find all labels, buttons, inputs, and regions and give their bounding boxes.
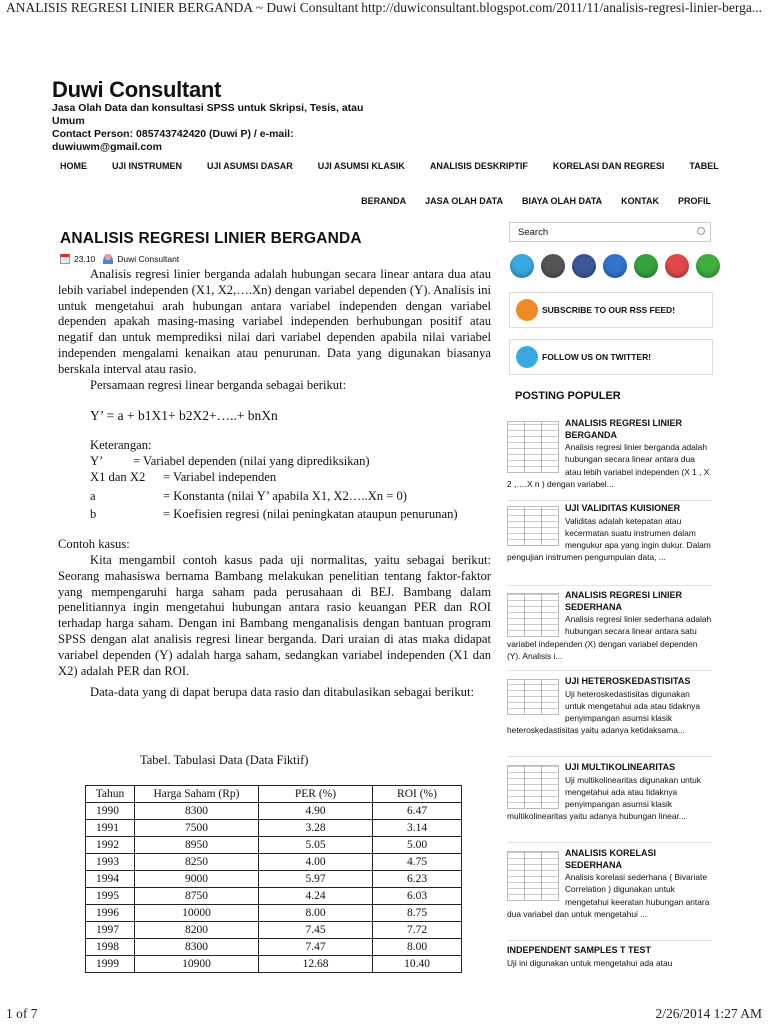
- keterangan-desc: = Variabel dependen (nilai yang diprediksikan): [133, 453, 370, 468]
- divider: [507, 842, 712, 843]
- table-cell: 8950: [135, 837, 259, 854]
- table-caption: Tabel. Tabulasi Data (Data Fiktif): [140, 753, 309, 767]
- table-cell: 5.97: [259, 871, 373, 888]
- table-cell: 4.24: [259, 888, 373, 905]
- popular-post-desc: Analisis regresi linier berganda adalah hubungan secara linear antara dua atau lebih variabel independen (X 1 , X 2 ,….X n ) dengan variabel...: [507, 442, 710, 489]
- keterangan-row: [58, 507, 491, 523]
- nav-korelasi-regresi[interactable]: KORELASI DAN REGRESI: [552, 161, 665, 171]
- table-cell: 7.72: [373, 922, 462, 939]
- table-cell: 7.47: [259, 939, 373, 956]
- keterangan-desc: = Konstanta (nilai Y’ apabila X1, X2…..Xn = 0): [163, 488, 407, 503]
- popular-post-title[interactable]: UJI VALIDITAS KUISIONER: [565, 503, 681, 513]
- table-cell: 4.00: [259, 854, 373, 871]
- popular-post-title[interactable]: ANALISIS REGRESI LINIER BERGANDA: [565, 418, 683, 440]
- follow-label: FOLLOW US ON TWITTER!: [542, 352, 652, 362]
- search-icon[interactable]: [697, 227, 705, 235]
- table-row: [86, 939, 462, 956]
- twitter-icon[interactable]: [510, 254, 534, 278]
- table-cell: 1992: [86, 837, 135, 854]
- table-row: [86, 905, 462, 922]
- table-cell: 1991: [86, 820, 135, 837]
- popular-post-desc: Uji multikolinearitas digunakan untuk mengetahui ada atau tidaknya penyimpangan asumsi klasik multikolinearitas yaitu adanya hubungan linear...: [507, 774, 701, 822]
- table-cell: 10900: [135, 956, 259, 973]
- nav-uji-instrumen[interactable]: UJI INSTRUMEN: [112, 161, 183, 171]
- post-thumbnail[interactable]: [507, 421, 559, 473]
- search-input[interactable]: [509, 222, 711, 242]
- table-cell: 8300: [135, 939, 259, 956]
- table-cell: 6.03: [373, 888, 462, 905]
- table-cell: 3.14: [373, 820, 462, 837]
- table-cell: 4.90: [259, 803, 373, 820]
- keterangan-desc: = Variabel independen: [163, 469, 277, 484]
- popular-post-desc: Analisis korelasi sederhana ( Bivariate Correlation ) digunakan untuk mengetahui keeratan hubungan antara dua variabel dan untuk mengetahui ...: [507, 872, 710, 919]
- paragraph-equation-intro: Persamaan regresi linear berganda sebagai berikut:: [90, 377, 347, 392]
- table-cell: 8.75: [373, 905, 462, 922]
- favorite-icon[interactable]: [665, 254, 689, 278]
- popular-post-title[interactable]: ANALISIS KORELASI SEDERHANA: [565, 848, 657, 870]
- table-cell: 8.00: [373, 939, 462, 956]
- site-tagline: Jasa Olah Data dan konsultasi SPSS untuk Skripsi, Tesis, atau Umum: [52, 102, 364, 127]
- col-header: PER (%): [259, 786, 373, 803]
- table-row: [86, 820, 462, 837]
- table-cell: 1997: [86, 922, 135, 939]
- popular-post-title[interactable]: ANALISIS REGRESI LINIER SEDERHANA: [565, 590, 683, 612]
- post-thumbnail[interactable]: [507, 593, 559, 637]
- keterangan-row: [58, 454, 491, 470]
- table-cell: 8.00: [259, 905, 373, 922]
- popular-posts-title: POSTING POPULER: [515, 390, 621, 402]
- table-row: [86, 854, 462, 871]
- keterangan-row: [58, 489, 491, 505]
- page-counter: 1 of 7: [6, 1006, 38, 1021]
- facebook-icon[interactable]: [572, 254, 596, 278]
- stumbleupon-icon[interactable]: [634, 254, 658, 278]
- keterangan-symbol: a: [90, 488, 96, 503]
- divider: [507, 756, 712, 757]
- popular-post-desc: Analisis regresi linier sederhana adalah hubungan secara linear antara satu variabel independen (X) dengan variabel dependen (Y). Analisis i...: [507, 614, 712, 661]
- divider: [507, 585, 712, 586]
- post-thumbnail[interactable]: [507, 506, 559, 546]
- post-thumbnail[interactable]: [507, 851, 559, 901]
- paragraph-data-intro: Data-data yang di dapat berupa data rasio dan ditabulasikan sebagai berikut:: [90, 685, 474, 700]
- popular-post-title[interactable]: UJI MULTIKOLINEARITAS: [565, 762, 676, 772]
- table-cell: 6.47: [373, 803, 462, 820]
- nav-biaya-olah-data[interactable]: BIAYA OLAH DATA: [521, 196, 603, 206]
- table-cell: 3.28: [259, 820, 373, 837]
- post-author[interactable]: Duwi Consultant: [117, 254, 180, 264]
- table-body: [86, 803, 462, 973]
- nav-profil[interactable]: PROFIL: [678, 196, 711, 206]
- table-cell: 8750: [135, 888, 259, 905]
- popular-post[interactable]: [507, 590, 712, 662]
- post-time: 23.10: [74, 254, 96, 264]
- post-meta: [60, 254, 179, 264]
- table-row: [86, 922, 462, 939]
- keterangan-symbol: b: [90, 507, 97, 522]
- divider: [507, 670, 712, 671]
- site-contact: Contact Person: 085743742420 (Duwi P) / e-mail:: [52, 128, 294, 140]
- calendar-icon: [60, 254, 70, 264]
- popular-post[interactable]: [507, 676, 712, 737]
- popular-post[interactable]: [507, 418, 712, 490]
- table-cell: 10.40: [373, 956, 462, 973]
- rss-label: SUBSCRIBE TO OUR RSS FEED!: [542, 305, 676, 315]
- nav-tabel[interactable]: TABEL: [689, 161, 719, 171]
- table-cell: 9000: [135, 871, 259, 888]
- table-cell: 7500: [135, 820, 259, 837]
- twitter-bird-icon: [516, 346, 538, 368]
- site-description: [52, 102, 382, 154]
- nav-uji-asumsi-dasar[interactable]: UJI ASUMSI DASAR: [207, 161, 293, 171]
- secondary-nav: [342, 196, 711, 206]
- keterangan-symbol: X1 dan X2: [90, 469, 146, 484]
- table-cell: 1996: [86, 905, 135, 922]
- table-cell: 5.00: [373, 837, 462, 854]
- delicious-icon[interactable]: [603, 254, 627, 278]
- post-thumbnail[interactable]: [507, 765, 559, 809]
- keterangan-title: Keterangan:: [90, 438, 152, 453]
- table-cell: 7.45: [259, 922, 373, 939]
- table-cell: 1990: [86, 803, 135, 820]
- col-header: Harga Saham (Rp): [135, 786, 259, 803]
- table-cell: 1998: [86, 939, 135, 956]
- popular-post[interactable]: [507, 848, 712, 920]
- keterangan-symbol: Y’: [90, 453, 104, 468]
- table-cell: 1999: [86, 956, 135, 973]
- popular-post-desc: Validitas adalah ketepatan atau kecermatan suatu instrumen dalam mengukur apa yang ingin dukur. Dalam pengujian instrumen pengumpulan data, ...: [507, 515, 711, 563]
- popular-post[interactable]: [507, 503, 712, 564]
- print-header-title: ANALISIS REGRESI LINIER BERGANDA ~ Duwi Consultant: [6, 0, 359, 15]
- print-header-url[interactable]: http://duwiconsultant.blogspot.com/2011/11/analisis-regresi-linier-berga...: [361, 0, 762, 15]
- table-row: [86, 837, 462, 854]
- post-thumbnail[interactable]: [507, 679, 559, 715]
- col-header: ROI (%): [373, 786, 462, 803]
- popular-post-desc: Uji ini digunakan untuk mengetahui ada atau: [507, 957, 673, 968]
- table-cell: 8200: [135, 922, 259, 939]
- table-cell: 8250: [135, 854, 259, 871]
- post-title: ANALISIS REGRESI LINIER BERGANDA: [60, 230, 362, 247]
- popular-post-desc: Uji heteroskedastisitas digunakan untuk mengetahui ada atau tidaknya penyimpangan asumsi klasik heteroskedastisitas yaitu adanya ketidaksama...: [507, 688, 701, 736]
- contoh-title: Contoh kasus:: [58, 537, 130, 552]
- table-row: [86, 888, 462, 905]
- table-header-row: [86, 786, 462, 803]
- keterangan-desc: = Koefisien regresi (nilai peningkatan ataupun penurunan): [163, 507, 458, 522]
- print-timestamp: 2/26/2014 1:27 AM: [655, 1006, 762, 1021]
- nav-analisis-deskriptif[interactable]: ANALISIS DESKRIPTIF: [429, 161, 528, 171]
- table-row: [86, 956, 462, 973]
- table-cell: 1994: [86, 871, 135, 888]
- digg-icon[interactable]: [541, 254, 565, 278]
- search-placeholder: Search: [518, 227, 549, 238]
- table-cell: 5.05: [259, 837, 373, 854]
- table-row: [86, 871, 462, 888]
- nav-kontak[interactable]: KONTAK: [621, 196, 659, 206]
- divider: [507, 500, 712, 501]
- col-header: Tahun: [86, 786, 135, 803]
- social-icons: [510, 254, 720, 278]
- rss-subscribe-box[interactable]: [509, 292, 713, 328]
- table-cell: 4.75: [373, 854, 462, 871]
- rss-icon: [516, 299, 538, 321]
- site-title[interactable]: Duwi Consultant: [52, 77, 222, 102]
- table-row: [86, 803, 462, 820]
- table-cell: 1995: [86, 888, 135, 905]
- table-cell: 12.68: [259, 956, 373, 973]
- table-cell: 8300: [135, 803, 259, 820]
- table-cell: 6.23: [373, 871, 462, 888]
- data-table: [85, 785, 462, 973]
- paragraph-contoh-kasus: Kita mengambil contoh kasus pada uji normalitas, yaitu sebagai berikut: Seorang mahasiswa bernama Bambang melakukan penelitian tentang faktor-faktor yang mempengaruhi harga saham pada perusahaan di BEJ. Bambang dalam penelitiannya ingin mengetahui hubungan antara rasio keuangan PER dan ROI terhadap harga saham. Dengan ini Bambang menganalisis dengan bantuan program SPSS dengan alat analisis regresi linear berganda. Dari uraian di atas maka didapat variabel dependen (Y) adalah harga saham, sedangkan variabel independen (X1 dan X2) adalah PER dan ROI.: [58, 552, 491, 678]
- nav-home[interactable]: HOME: [60, 161, 87, 171]
- twitter-follow-box[interactable]: [509, 339, 713, 375]
- site-email: duwiuwm@gmail.com: [52, 141, 162, 153]
- divider: [507, 940, 712, 941]
- popular-post[interactable]: [507, 945, 712, 969]
- add-icon[interactable]: [696, 254, 720, 278]
- post-body: [58, 267, 491, 701]
- regression-equation: Y’ = a + b1X1+ b2X2+…..+ bnXn: [90, 408, 278, 424]
- nav-beranda[interactable]: BERANDA: [361, 196, 407, 206]
- popular-post-title[interactable]: INDEPENDENT SAMPLES T TEST: [507, 945, 652, 955]
- paragraph-definition: Analisis regresi linier berganda adalah hubungan secara linear antara dua atau lebih variabel independen (X1, X2,….Xn) dengan variabel dependen (Y). Analisis ini untuk mengetahui arah hubungan antara variabel independen dengan variabel dependen apakah masing-masing variabel independen berhubungan positif atau negatif dan untuk memprediksi nilai dari variabel dependen apabila nilai variabel independen mengalami kenaikan atau penurunan. Data yang digunakan biasanya berskala interval atau rasio.: [58, 267, 491, 376]
- table-cell: 10000: [135, 905, 259, 922]
- table-cell: 1993: [86, 854, 135, 871]
- nav-uji-asumsi-klasik[interactable]: UJI ASUMSI KLASIK: [317, 161, 405, 171]
- keterangan-row: [58, 470, 491, 486]
- user-icon: [103, 254, 113, 264]
- popular-post[interactable]: [507, 762, 712, 823]
- primary-nav: [60, 161, 719, 171]
- nav-jasa-olah-data[interactable]: JASA OLAH DATA: [425, 196, 503, 206]
- popular-post-title[interactable]: UJI HETEROSKEDASTISITAS: [565, 676, 691, 686]
